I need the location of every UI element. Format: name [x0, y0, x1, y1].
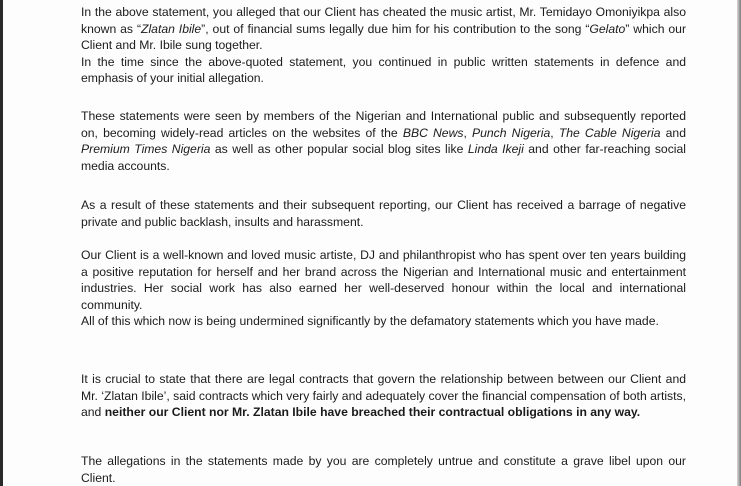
- paragraph-allegation-intro: [81, 4, 686, 87]
- backlash-text: As a result of these statements and their subsequent reporting, our Client has received a barrage of negative private and public backlash, insults and harassment.: [81, 198, 686, 229]
- publication-text-e: ,: [550, 125, 559, 140]
- allegation-text-c: ”, out of financial sums legally due him for his contribution to the song “: [201, 21, 590, 36]
- song-title-gelato: Gelato: [589, 21, 626, 36]
- publication-text-k: and other far-reaching social media accounts.: [81, 142, 686, 173]
- conclusion-text: The allegations in the statements made by you are completely untrue and constitute a grave libel upon our Client.: [81, 454, 686, 485]
- alias-zlatan-ibile: Zlatan Ibile: [141, 21, 202, 36]
- outlet-bbc-news: BBC News: [402, 125, 464, 140]
- publication-text-a: These statements were seen by members of the Nigerian and International public and subsequently reported on, becoming widely-read articles on the websites of the: [81, 109, 686, 140]
- publication-text-i: as well as other popular social blog sites like: [210, 142, 468, 157]
- outlet-punch-nigeria: Punch Nigeria: [472, 125, 551, 140]
- paragraph-contracts: [81, 371, 686, 421]
- allegation-text-a: In the above statement, you alleged that our Client has cheated the music artist, Mr. Temidayo Omoniyikpa also known as “: [81, 5, 686, 36]
- outlet-premium-times-nigeria: Premium Times Nigeria: [81, 142, 211, 157]
- blog-linda-ikeji: Linda Ikeji: [467, 142, 524, 157]
- continued-statements-sentence: In the time since the above-quoted statement, you continued in public written statements in defence and emphasis of your initial allegation.: [81, 54, 686, 86]
- publication-text-c: ,: [463, 125, 472, 140]
- scan-edge-right: [737, 0, 741, 486]
- contracts-bold-statement: neither our Client nor Mr. Zlatan Ibile have breached their contractual obligations in any way.: [104, 405, 641, 420]
- outlet-the-cable-nigeria: The Cable Nigeria: [558, 125, 661, 140]
- publication-text-g: and: [660, 125, 686, 140]
- paragraph-publication: [81, 108, 686, 174]
- reputation-text: Our Client is a well-known and loved music artiste, DJ and philanthropist who has spent over ten years building a positive reputation for herself and her brand across the Nigerian and International music and entertainment industries. Her social work has also earned her well-deserved honour within the local and international community.: [81, 248, 686, 312]
- allegation-text-e: ” which our Client and Mr. Ibile sung together.: [81, 21, 687, 53]
- allegation-sentence: [81, 4, 686, 54]
- contracts-text: It is crucial to state that there are legal contracts that govern the relationship between between our Client and Mr. ‘Zlatan Ibile’, said contracts which very fairly and adequately cover the financial compensation of both artists, and: [81, 372, 686, 420]
- scan-edge-left: [0, 0, 3, 486]
- paragraph-conclusion: [81, 453, 686, 486]
- undermined-text: All of this which now is being undermined significantly by the defamatory statements which you have made.: [81, 314, 659, 329]
- paragraph-backlash: [81, 197, 686, 230]
- paragraph-reputation: [81, 247, 686, 330]
